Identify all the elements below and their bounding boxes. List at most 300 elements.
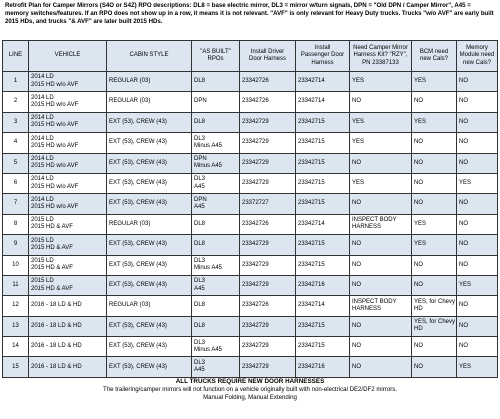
cell-text: NO [459, 302, 468, 309]
cell-text: 2014 LD [31, 196, 54, 203]
cell-text: NO [459, 139, 468, 146]
cell-text: 2016 - 18 LD & HD [31, 322, 82, 329]
memory-module-cell [457, 72, 498, 92]
cell-text: VEHICLE [54, 52, 81, 59]
driver-harness-cell [240, 173, 296, 193]
passenger-harness-cell [296, 72, 350, 92]
cell-text: NO [414, 180, 423, 187]
table-row [3, 214, 498, 234]
line-cell [3, 296, 29, 316]
camper-kit-cell [350, 275, 412, 295]
line-cell [3, 255, 29, 275]
cell-text: 23342715 [298, 180, 325, 187]
rpo-cell [192, 296, 240, 316]
cell-text: 1 [13, 78, 18, 85]
cell-text: REGULAR (03) [109, 98, 151, 105]
cell-text: Minus A45 [194, 142, 223, 149]
cell-text: 2016 - 18 LD & HD [31, 302, 82, 309]
cell-text: 23342729 [242, 180, 269, 187]
cell-text: HD [414, 326, 423, 333]
cell-text: LINE [8, 52, 23, 59]
cell-text: 23342715 [298, 261, 325, 268]
cell-text: 15 [12, 363, 19, 370]
cell-text: DL3 [194, 359, 206, 366]
cell-text: 2014 LD [31, 135, 54, 142]
rpo-cell [192, 316, 240, 336]
cell-text: EXT (53), CREW (43) [109, 139, 167, 146]
passenger-harness-cell [296, 92, 350, 112]
cell-text: DL8 [194, 118, 206, 125]
memory-module-cell [457, 173, 498, 193]
passenger-harness-cell [296, 235, 350, 255]
camper-kit-cell [350, 337, 412, 357]
cell-text: NO [414, 282, 423, 288]
cell-text: new Cals? [419, 56, 448, 62]
cabin-style-cell [107, 235, 192, 255]
driver-harness-cell [240, 337, 296, 357]
footer-cell [3, 377, 498, 402]
cell-text: "AS BUILT" [200, 48, 231, 55]
cell-text: REGULAR (03) [109, 220, 151, 227]
memory-module-cell [457, 357, 498, 377]
driver-harness-cell [240, 153, 296, 173]
cabin-style-cell [107, 112, 192, 132]
cabin-style-cell [107, 72, 192, 92]
bcm-cals-cell [412, 275, 457, 295]
cell-text: 23342715 [298, 159, 325, 166]
cabin-style-cell [107, 92, 192, 112]
footer-line-3: Manual Folding, Manual Extending [203, 393, 297, 401]
line-cell [3, 92, 29, 112]
cell-text: A45 [194, 367, 205, 374]
cell-text: 23342714 [298, 220, 325, 227]
driver-harness-cell [240, 296, 296, 316]
bcm-cals-cell [412, 316, 457, 336]
intro-text: Retrofit Plan for Camper Mirrors (S4O or S4Z) RPO descriptions: DL8 = base electric mirror, DL3 = mirror w/turn signals, DPN = "Old DPN / Camper Mirror", A45 = memory switches/features. If an RPO does not show up in a row, it means it is not relevant. "AVF" is only relevant for Heavy Duty trucks. Trucks "w/o AVF" are early built 2015 HDs, and trucks "& AVF" are later built 2015 HDs. [5, 2, 494, 25]
line-cell [3, 173, 29, 193]
memory-module-cell [457, 153, 498, 173]
passenger-harness-cell [296, 275, 350, 295]
cell-text: NO [414, 343, 423, 350]
cell-text: 2015 HD w/o AVF [31, 122, 79, 129]
cell-text: NO [352, 363, 361, 370]
cabin-style-cell [107, 296, 192, 316]
cell-text: INSPECT BODY [352, 298, 397, 305]
cell-text: NO [414, 200, 423, 207]
cell-text: 11 [12, 282, 19, 288]
table-row [3, 337, 498, 357]
rpo-cell [192, 214, 240, 234]
passenger-harness-cell [296, 133, 350, 153]
cell-text: NO [459, 200, 468, 207]
cell-text: YES, for Chevy [414, 298, 456, 305]
cell-text: NO [459, 343, 468, 350]
cell-text: 23342716 [298, 282, 325, 288]
vehicle-cell [29, 316, 107, 336]
rpo-cell [192, 92, 240, 112]
passenger-harness-cell [296, 112, 350, 132]
cell-text: 7 [13, 200, 18, 207]
memory-module-cell [457, 296, 498, 316]
cell-text: 2015 HD & AVF [31, 285, 73, 292]
passenger-harness-cell [296, 194, 350, 214]
driver-harness-cell [240, 133, 296, 153]
cell-text: YES [414, 118, 427, 125]
cell-text: DL8 [194, 78, 206, 85]
bcm-cals-cell [412, 194, 457, 214]
cell-text: 23342729 [242, 282, 269, 288]
cell-text: NO [414, 98, 423, 105]
cell-text: 23342729 [242, 118, 269, 125]
cell-text: 6 [13, 180, 18, 187]
cabin-style-cell [107, 133, 192, 153]
memory-module-cell [457, 214, 498, 234]
table-row [3, 92, 498, 112]
cell-text: EXT (53), CREW (43) [109, 363, 167, 370]
rpo-cell [192, 194, 240, 214]
rpo-cell [192, 173, 240, 193]
camper-kit-cell [350, 92, 412, 112]
vehicle-cell [29, 296, 107, 316]
cell-text: A45 [194, 183, 205, 190]
table-row [3, 275, 498, 295]
vehicle-cell [29, 173, 107, 193]
cell-text: 2015 HD w/o AVF [31, 163, 79, 170]
cell-text: 10 [12, 261, 19, 268]
cabin-style-cell [107, 337, 192, 357]
passenger-harness-cell [296, 255, 350, 275]
bcm-cals-cell [412, 214, 457, 234]
cell-text: 2 [13, 98, 18, 105]
memory-module-cell [457, 112, 498, 132]
cell-text: DL3 [194, 135, 206, 142]
cell-text: NO [459, 159, 468, 166]
vehicle-cell [29, 194, 107, 214]
cell-text: new Cals? [462, 59, 491, 66]
cell-text: YES [352, 180, 365, 187]
cell-text: Minus A45 [194, 346, 223, 353]
cell-text: 2015 HD w/o AVF [31, 183, 79, 190]
cell-text: NO [352, 98, 361, 105]
table-row [3, 194, 498, 214]
cell-text: REGULAR (03) [109, 302, 151, 309]
cell-text: 23342729 [242, 322, 269, 329]
rpo-cell [192, 275, 240, 295]
cell-text: NO [352, 282, 361, 288]
cell-text: 23342729 [242, 139, 269, 146]
memory-module-cell [457, 92, 498, 112]
vehicle-cell [29, 255, 107, 275]
line-header [3, 41, 29, 72]
cell-text: 2015 HD w/o AVF [31, 204, 79, 211]
cell-text: 2015 LD [31, 258, 54, 264]
cell-text: NO [459, 241, 468, 248]
cell-text: NO [414, 159, 423, 166]
cabin-style-cell [107, 214, 192, 234]
bcm-cals-cell [412, 92, 457, 112]
cell-text: 2015 HD w/o AVF [31, 102, 79, 109]
line-cell [3, 112, 29, 132]
cell-text: YES [459, 363, 472, 370]
cell-text: 5 [13, 159, 18, 166]
cell-text: 2014 LD [31, 74, 54, 81]
cell-text: 23342715 [298, 200, 325, 207]
cell-text: 23342729 [242, 241, 269, 248]
cell-text: DL8 [194, 322, 206, 329]
camper-kit-cell [350, 296, 412, 316]
cell-text: EXT (53), CREW (43) [109, 159, 167, 166]
cell-text: 2016 - 18 LD & HD [31, 343, 82, 350]
intro-description [0, 0, 500, 40]
camper-kit-cell [350, 72, 412, 92]
bcm-cals-cell [412, 153, 457, 173]
cell-text: DL8 [194, 241, 206, 248]
footer-line-2: The trailering/camper mirrors will not function on a vehicle originally built with non-electrical DE2/DF2 mirrors. [103, 385, 397, 393]
cell-text: YES [414, 78, 427, 85]
driver-harness-cell [240, 235, 296, 255]
cell-text: 2015 HD & AVF [31, 265, 73, 272]
cell-text: YES [414, 241, 427, 248]
passenger-harness-cell [296, 153, 350, 173]
cell-text: EXT (53), CREW (43) [109, 200, 167, 207]
camper-kit-cell [350, 214, 412, 234]
memory-module-header [457, 41, 498, 72]
table-row [3, 133, 498, 153]
driver-harness-cell [240, 275, 296, 295]
rpo-cell [192, 235, 240, 255]
bcm-cals-cell [412, 255, 457, 275]
cabin-style-cell [107, 316, 192, 336]
camper-kit-cell [350, 194, 412, 214]
cell-text: 3 [13, 118, 18, 125]
vehicle-cell [29, 337, 107, 357]
memory-module-cell [457, 255, 498, 275]
table-row [3, 255, 498, 275]
rpo-cell [192, 72, 240, 92]
bcm-cals-cell [412, 357, 457, 377]
cell-text: Memory [466, 45, 488, 52]
bcm-cals-cell [412, 112, 457, 132]
cell-text: 2015 HD w/o AVF [31, 81, 79, 88]
bcm-cals-cell [412, 173, 457, 193]
cell-text: DL3 [194, 258, 206, 264]
cabin-style-cell [107, 153, 192, 173]
line-cell [3, 72, 29, 92]
cell-text: DPN [194, 196, 207, 203]
camper-kit-header [350, 41, 412, 72]
table-row [3, 316, 498, 336]
cell-text: REGULAR (03) [109, 78, 151, 85]
cell-text: DPN [194, 156, 207, 163]
memory-module-cell [457, 275, 498, 295]
table-row [3, 112, 498, 132]
cell-text: NO [352, 159, 361, 166]
rpo-cell [192, 133, 240, 153]
bcm-cals-cell [412, 133, 457, 153]
cell-text: Door Harness [248, 56, 286, 62]
cell-text: NO [414, 261, 423, 268]
cell-text: 23342716 [298, 363, 325, 370]
cell-text: Minus A45 [194, 163, 223, 170]
footer-row [3, 377, 498, 402]
driver-harness-cell [240, 72, 296, 92]
cell-text: DL3 [194, 339, 206, 346]
cell-text: YES [459, 282, 472, 288]
memory-module-cell [457, 316, 498, 336]
cell-text: 23342714 [298, 98, 325, 105]
cell-text: 13 [12, 322, 19, 329]
memory-module-cell [457, 337, 498, 357]
cell-text: NO [459, 118, 468, 125]
cabin-style-header [107, 41, 192, 72]
cell-text: Minus A45 [194, 265, 223, 272]
cell-text: 23342715 [298, 343, 325, 350]
bcm-cals-cell [412, 235, 457, 255]
vehicle-header [29, 41, 107, 72]
cell-text: 2015 HD w/o AVF [31, 142, 79, 149]
line-cell [3, 194, 29, 214]
line-cell [3, 316, 29, 336]
cell-text: 4 [13, 139, 18, 146]
driver-harness-cell [240, 316, 296, 336]
cabin-style-cell [107, 255, 192, 275]
camper-kit-cell [350, 316, 412, 336]
cell-text: YES [352, 118, 365, 125]
cabin-style-cell [107, 357, 192, 377]
cell-text: 2014 LD [31, 176, 54, 183]
footer-line-1: ALL TRUCKS REQUIRE NEW DOOR HARNESSES [175, 377, 325, 385]
cell-text: EXT (53), CREW (43) [109, 241, 167, 248]
cell-text: NO [459, 98, 468, 105]
cell-text: 9 [13, 241, 18, 248]
cell-text: 2016 - 18 LD & HD [31, 363, 82, 370]
table-row [3, 235, 498, 255]
line-cell [3, 214, 29, 234]
cell-text: 23342729 [242, 159, 269, 166]
vehicle-cell [29, 357, 107, 377]
cell-text: RPOs [207, 56, 224, 62]
vehicle-cell [29, 133, 107, 153]
cell-text: A45 [194, 285, 205, 292]
cell-text: 23372727 [242, 200, 269, 207]
table-row [3, 357, 498, 377]
cell-text: Install Driver [250, 48, 285, 55]
passenger-harness-cell [296, 316, 350, 336]
cell-text: YES [352, 139, 365, 146]
cell-text: EXT (53), CREW (43) [109, 322, 167, 329]
cell-text: 2014 LD [31, 115, 54, 122]
memory-module-cell [457, 235, 498, 255]
bcm-cals-cell [412, 337, 457, 357]
cell-text: PN 23387133 [362, 59, 399, 66]
line-cell [3, 235, 29, 255]
cell-text: NO [352, 261, 361, 268]
driver-harness-cell [240, 92, 296, 112]
cell-text: NO [459, 261, 468, 268]
cell-text: 23342715 [298, 118, 325, 125]
driver-harness-cell [240, 112, 296, 132]
vehicle-cell [29, 153, 107, 173]
cell-text: YES [459, 180, 472, 187]
cell-text: 23342729 [242, 343, 269, 350]
cell-text: HD [414, 305, 423, 312]
cell-text: 2015 LD [31, 217, 54, 224]
cell-text: 2015 LD [31, 237, 54, 244]
table-body [3, 72, 498, 378]
cell-text: BCM need [419, 48, 449, 55]
rpo-cell [192, 255, 240, 275]
cell-text: EXT (53), CREW (43) [109, 282, 167, 288]
cell-text: Need Camper Mirror [353, 45, 408, 52]
cell-text: YES [352, 78, 365, 85]
driver-harness-cell [240, 255, 296, 275]
camper-kit-cell [350, 235, 412, 255]
cell-text: YES [414, 220, 427, 227]
cell-text: 23342726 [242, 78, 269, 85]
cell-text: 23342715 [298, 322, 325, 329]
driver-harness-cell [240, 357, 296, 377]
cell-text: 12 [12, 302, 19, 309]
cell-text: CABIN STYLE [129, 52, 169, 59]
cabin-style-cell [107, 275, 192, 295]
cell-text: HARNESS [352, 305, 382, 312]
cell-text: EXT (53), CREW (43) [109, 118, 167, 125]
cell-text: NO [352, 200, 361, 207]
line-cell [3, 275, 29, 295]
driver-harness-cell [240, 214, 296, 234]
camper-kit-cell [350, 173, 412, 193]
line-cell [3, 153, 29, 173]
cell-text: NO [414, 139, 423, 146]
table-row [3, 296, 498, 316]
cabin-style-cell [107, 173, 192, 193]
table-header-row [3, 41, 498, 72]
table-row [3, 173, 498, 193]
cell-text: Module need [459, 52, 495, 59]
bcm-cals-cell [412, 72, 457, 92]
passenger-harness-cell [296, 357, 350, 377]
table-row [3, 72, 498, 92]
cell-text: EXT (53), CREW (43) [109, 261, 167, 268]
cell-text: DL3 [194, 278, 206, 285]
memory-module-cell [457, 194, 498, 214]
bcm-cals-cell [412, 296, 457, 316]
camper-kit-cell [350, 357, 412, 377]
vehicle-cell [29, 112, 107, 132]
line-cell [3, 357, 29, 377]
vehicle-cell [29, 235, 107, 255]
cell-text: 2014 LD [31, 156, 54, 163]
rpo-cell [192, 357, 240, 377]
cell-text: DL3 [194, 176, 206, 183]
as-built-rpos-header [192, 41, 240, 72]
rpo-cell [192, 337, 240, 357]
memory-module-cell [457, 133, 498, 153]
bcm-cals-header [412, 41, 457, 72]
vehicle-cell [29, 92, 107, 112]
cell-text: YES, for Chevy [414, 319, 456, 326]
cell-text: 23342726 [242, 220, 269, 227]
vehicle-cell [29, 72, 107, 92]
cell-text: NO [459, 220, 468, 227]
camper-kit-cell [350, 153, 412, 173]
cell-text: EXT (53), CREW (43) [109, 180, 167, 187]
passenger-harness-header [296, 41, 350, 72]
cell-text: Harness Kit? "RZY", [353, 52, 408, 59]
cell-text: A45 [194, 204, 205, 211]
cell-text: 23342726 [242, 98, 269, 105]
driver-harness-cell [240, 194, 296, 214]
